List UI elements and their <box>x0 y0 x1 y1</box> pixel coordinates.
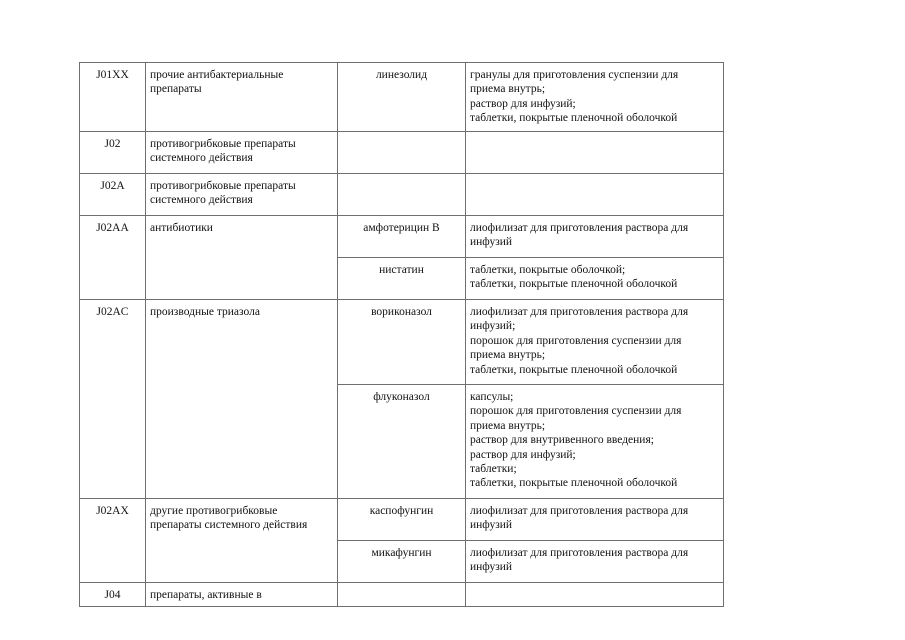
dosage-forms-cell <box>466 583 724 607</box>
table-row <box>80 499 724 541</box>
atc-code-cell: J02 <box>80 132 146 174</box>
group-name-cell: противогрибковые препараты системного действия <box>146 174 338 216</box>
group-name-cell: другие противогрибковые препараты системного действия <box>146 499 338 583</box>
dosage-forms-cell: гранулы для приготовления суспензии для приема внутрь; раствор для инфузий; таблетки, покрытые пленочной оболочкой <box>466 63 724 132</box>
drug-name-cell: каспофунгин <box>338 499 466 541</box>
group-name-cell: производные триазола <box>146 300 338 499</box>
drug-name-cell <box>338 583 466 607</box>
dosage-forms-cell: лиофилизат для приготовления раствора для инфузий <box>466 216 724 258</box>
drug-name-cell <box>338 132 466 174</box>
drug-classification-table <box>79 62 724 607</box>
atc-code-cell: J02AC <box>80 300 146 499</box>
drug-name-cell: флуконазол <box>338 385 466 499</box>
drug-name-cell: амфотерицин В <box>338 216 466 258</box>
dosage-forms-cell: лиофилизат для приготовления раствора для инфузий; порошок для приготовления суспензии для приема внутрь; таблетки, покрытые пленочной оболочкой <box>466 300 724 385</box>
drug-name-cell: линезолид <box>338 63 466 132</box>
dosage-forms-cell: лиофилизат для приготовления раствора для инфузий <box>466 541 724 583</box>
table-row <box>80 63 724 132</box>
table-row <box>80 216 724 258</box>
table-row <box>80 583 724 607</box>
atc-code-cell: J02AX <box>80 499 146 583</box>
table-row <box>80 300 724 385</box>
table-row <box>80 174 724 216</box>
dosage-forms-cell <box>466 132 724 174</box>
group-name-cell: противогрибковые препараты системного действия <box>146 132 338 174</box>
group-name-cell: препараты, активные в <box>146 583 338 607</box>
dosage-forms-cell: таблетки, покрытые оболочкой; таблетки, покрытые пленочной оболочкой <box>466 258 724 300</box>
drug-name-cell: микафунгин <box>338 541 466 583</box>
drug-name-cell <box>338 174 466 216</box>
atc-code-cell: J01XX <box>80 63 146 132</box>
dosage-forms-cell: лиофилизат для приготовления раствора для инфузий <box>466 499 724 541</box>
dosage-forms-cell <box>466 174 724 216</box>
dosage-forms-cell: капсулы; порошок для приготовления суспензии для приема внутрь; раствор для внутривенного введения; раствор для инфузий; таблетки; таблетки, покрытые пленочной оболочкой <box>466 385 724 499</box>
atc-code-cell: J04 <box>80 583 146 607</box>
group-name-cell: прочие антибактериальные препараты <box>146 63 338 132</box>
atc-code-cell: J02AA <box>80 216 146 300</box>
drug-name-cell: нистатин <box>338 258 466 300</box>
atc-code-cell: J02A <box>80 174 146 216</box>
table-row <box>80 132 724 174</box>
drug-name-cell: вориконазол <box>338 300 466 385</box>
group-name-cell: антибиотики <box>146 216 338 300</box>
